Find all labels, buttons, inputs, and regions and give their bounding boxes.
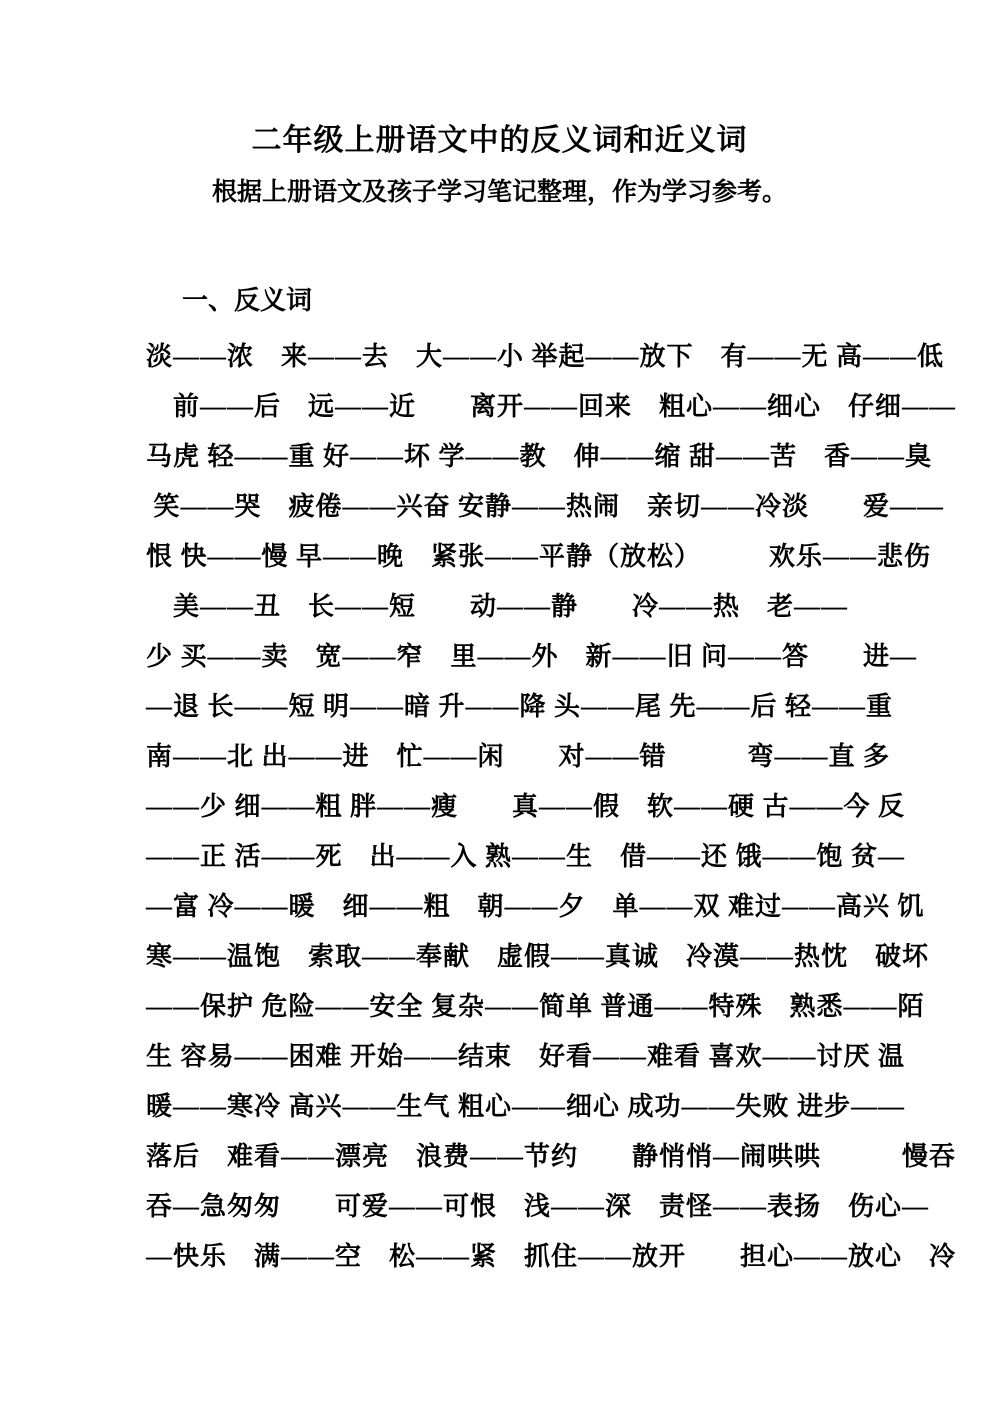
text-line: —快乐 满——空 松——紧 抓住——放开 担心——放心 冷 — [146, 1242, 957, 1271]
text-line: ——正 活——死 出——入 熟——生 借——还 饿——饱 贫— — [146, 842, 906, 871]
text-line: 美——丑 长——短 动——静 冷——热 老—— — [146, 592, 849, 621]
text-line: 生 容易——困难 开始——结束 好看——难看 喜欢——讨厌 温 — [146, 1042, 906, 1071]
text-line: 马虎 轻——重 好——坏 学——教 伸——缩 甜——苦 香——臭 — [146, 442, 933, 471]
text-line: ——保护 危险——安全 复杂——简单 普通——特殊 熟悉——陌 — [146, 992, 925, 1021]
section-heading-antonyms: 一、反义词 — [182, 286, 313, 315]
text-line: 少 买——卖 宽——窄 里——外 新——旧 问——答 进— — [146, 642, 918, 671]
text-line: 淡——浓 来——去 大——小 举起——放下 有——无 高——低 — [146, 342, 945, 371]
text-line: ——少 细——粗 胖——瘦 真——假 软——硬 古——今 反 — [146, 792, 906, 821]
text-line: 落后 难看——漂亮 浪费——节约 静悄悄—闹哄哄 慢吞 — [146, 1142, 957, 1171]
text-line: 笑——哭 疲倦——兴奋 安静——热闹 亲切——冷淡 爱—— — [146, 492, 945, 521]
text-line: —退 长——短 明——暗 升——降 头——尾 先——后 轻——重 — [146, 692, 894, 721]
text-line: 暖——寒冷 高兴——生气 粗心——细心 成功——失败 进步—— — [146, 1092, 906, 1121]
text-line: 寒——温饱 索取——奉献 虚假——真诚 冷漠——热忱 破坏 — [146, 942, 930, 971]
text-line: —富 冷——暖 细——粗 朝——夕 单——双 难过——高兴 饥 — [146, 892, 925, 921]
document-subtitle: 根据上册语文及孩子学习笔记整理，作为学习参考。 — [211, 179, 787, 206]
text-line: 恨 快——慢 早——晚 紧张——平静（放松） 欢乐——悲伤 — [146, 542, 932, 571]
text-line: 前——后 远——近 离开——回来 粗心——细心 仔细—— — [146, 392, 957, 421]
document-title: 二年级上册语文中的反义词和近义词 — [251, 124, 748, 157]
antonym-list — [146, 332, 957, 1282]
text-line: 南——北 出——进 忙——闲 对——错 弯——直 多 — [146, 742, 891, 771]
text-line: 吞—急匆匆 可爱——可恨 浅——深 责怪——表扬 伤心— — [146, 1192, 930, 1221]
